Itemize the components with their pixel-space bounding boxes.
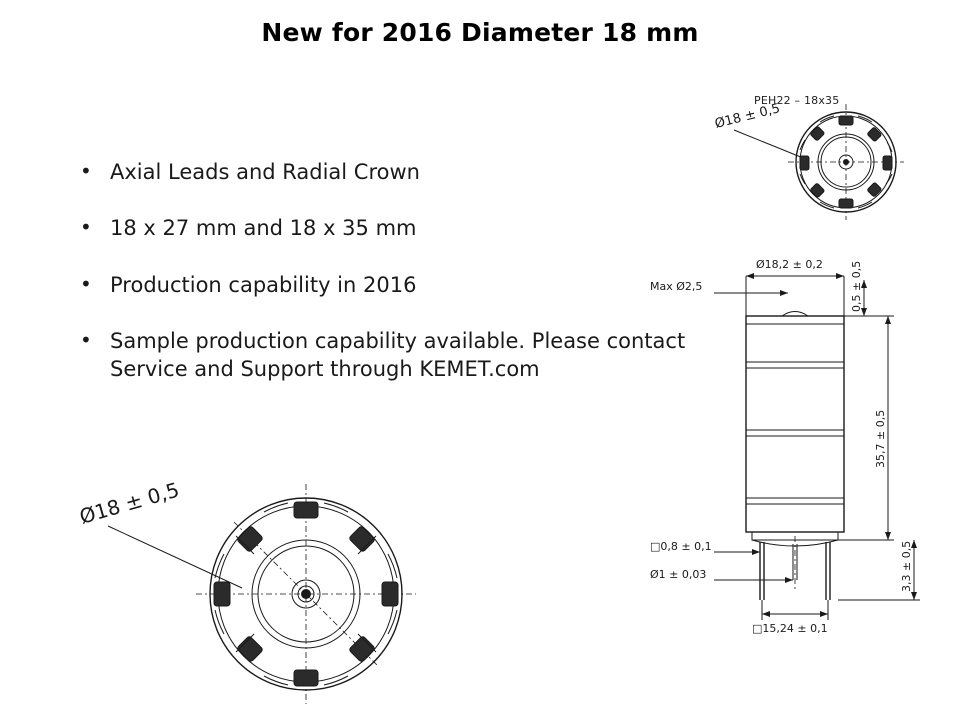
part-number-label: PEH22 – 18x35	[754, 94, 840, 107]
list-item-label: Production capability in 2016	[110, 272, 417, 297]
bullet-marker: •	[80, 215, 92, 240]
dim-crown-height	[850, 261, 867, 316]
list-item	[80, 327, 740, 384]
dim-pitch-label: □15,24 ± 0,1	[752, 622, 828, 635]
capacitor-side-view-drawing	[648, 240, 954, 640]
dim-max-pin	[650, 280, 788, 296]
dim-max-pin-label: Max Ø2,5	[650, 280, 703, 293]
list-item-label: Axial Leads and Radial Crown	[110, 160, 420, 184]
dim-lead-seat	[838, 540, 920, 600]
bullet-marker: •	[80, 159, 92, 183]
dim-crown-height-label: 0,5 ± 0,5	[850, 260, 863, 312]
list-item-label: 18 x 27 mm and 18 x 35 mm	[110, 216, 417, 241]
diameter-callout-large: Ø18 ± 0,5	[76, 477, 182, 529]
capacitor-top-view-small-drawing	[712, 92, 948, 232]
dim-square-lead	[650, 540, 760, 555]
dim-body-height	[838, 316, 894, 540]
bullet-marker: •	[80, 271, 92, 296]
list-item	[80, 214, 740, 242]
list-item-label: Sample production capability available. Please contact Service and Support through KEMET.com	[110, 329, 686, 382]
dim-square-lead-label: □0,8 ± 0,1	[650, 540, 712, 553]
bullet-marker: •	[80, 328, 92, 353]
dim-top-diameter	[746, 258, 844, 316]
capacitor-top-view-large-drawing	[72, 476, 432, 706]
dim-lead-seat-label: 3,3 ± 0,5	[900, 540, 913, 592]
page-title: New for 2016 Diameter 18 mm	[261, 18, 699, 47]
dim-pitch	[752, 600, 828, 635]
list-item	[80, 158, 740, 186]
capacitor-body-outline	[746, 312, 844, 547]
list-item	[80, 271, 740, 299]
bullet-list	[80, 158, 740, 412]
dim-round-lead-label: Ø1 ± 0,03	[650, 568, 707, 581]
capacitor-leads	[760, 536, 830, 600]
dim-round-lead	[650, 568, 793, 583]
dim-body-height-label: 35,7 ± 0,5	[874, 409, 887, 468]
dim-top-diameter-label: Ø18,2 ± 0,2	[756, 258, 823, 271]
diameter-callout-small: Ø18 ± 0,5	[713, 101, 782, 132]
